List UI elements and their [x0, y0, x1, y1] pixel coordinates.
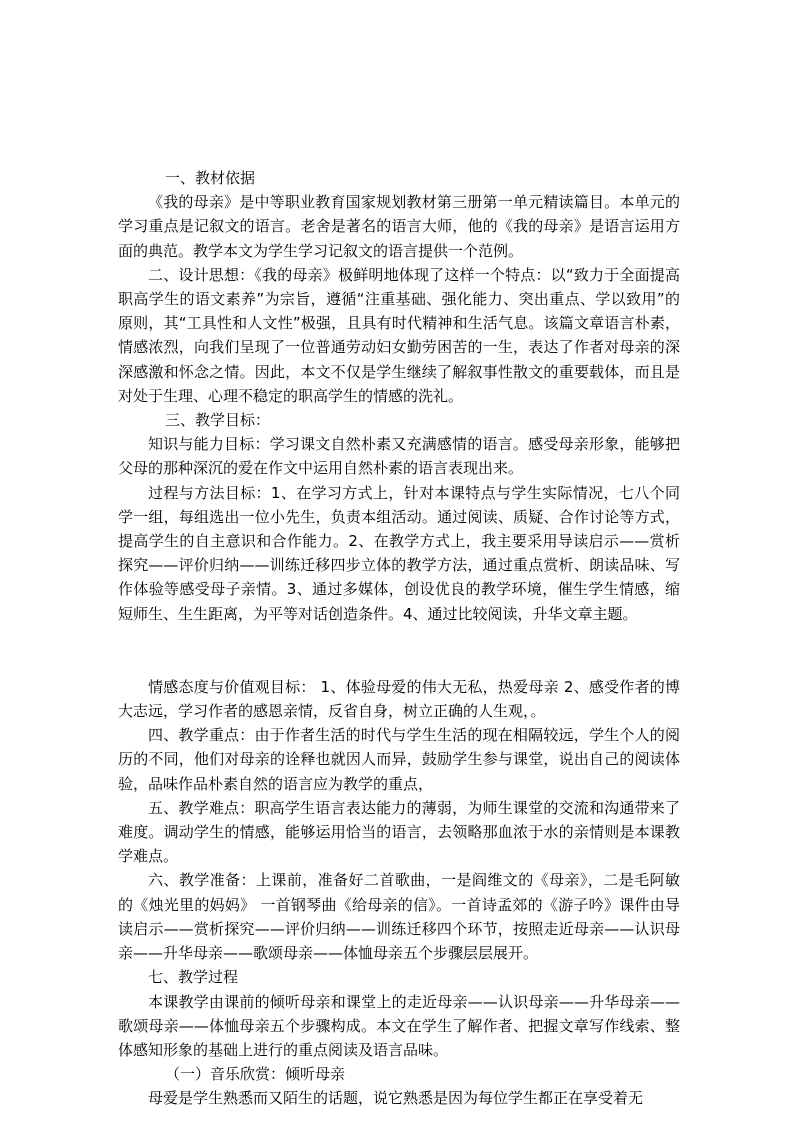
paragraph-goal-emotion: 情感态度与价值观目标： 1、体验母爱的伟大无私，热爱母亲 2、感受作者的博大志远，学习作者的感恩亲情，反省自身，树立正确的人生观，。	[118, 677, 680, 721]
document-page	[118, 166, 680, 1111]
paragraph-teaching-preparation: 六、教学准备：上课前，准备好二首歌曲，一是阎维文的《母亲》，二是毛阿敏的《烛光里的妈妈》 一首钢琴曲《给母亲的信》。一首诗孟郊的《游子吟》课件由导读启示——赏析探究——评价归纳——训练迁移四个环节，按照走近母亲——认识母亲——升华母亲——歌颂母亲——体恤母亲五个步骤层层展开。	[118, 871, 680, 963]
paragraph-teaching-key: 四、教学重点：由于作者生活的时代与学生生活的现在相隔较远，学生个人的阅历的不同，他们对母亲的诠释也就因人而异，鼓励学生参与课堂，说出自己的阅读体验，品味作品朴素自然的语言应为教学的重点，	[118, 726, 680, 793]
paragraph-goal-knowledge: 知识与能力目标：学习课文自然朴素又充满感情的语言。感受母亲形象，能够把父母的那种深沉的爱在作文中运用自然朴素的语言表现出来。	[118, 435, 680, 478]
paragraph-mother-love: 母爱是学生熟悉而又陌生的话题，说它熟悉是因为每位学生都正在享受着无	[148, 1089, 644, 1108]
subheading-music: （一）音乐欣赏：倾听母亲	[165, 1065, 346, 1084]
blank-gap	[118, 626, 680, 675]
paragraph-teaching-process: 本课教学由课前的倾听母亲和课堂上的走近母亲——认识母亲——升华母亲——歌颂母亲——体恤母亲五个步骤构成。本文在学生了解作者、把握文章写作线索、整体感知形象的基础上进行的重点阅读及语言品味。	[118, 992, 680, 1059]
section-heading-process: 七、教学过程	[148, 968, 239, 987]
paragraph-design-idea: 二、设计思想：《我的母亲》极鲜明地体现了这样一个特点：以“致力于全面提高职高学生的语文素养”为宗旨，遵循“注重基础、强化能力、突出重点、学以致用”的原则，其“工具性和人文性”极强，且具有时代精神和生活气息。该篇文章语言朴素，情感浓烈，向我们呈现了一位普通劳动妇女勤劳困苦的一生，表达了作者对母亲的深深感激和怀念之情。因此，本文不仅是学生继续了解叙事性散文的重要载体，而且是对处于生理、心理不稳定的职高学生的情感的洗礼。	[118, 265, 680, 405]
section-heading-goals: 三、教学目标：	[165, 411, 271, 430]
section-heading-basis: 一、教材依据	[165, 169, 256, 187]
paragraph-textbook-basis: 《我的母亲》是中等职业教育国家规划教材第三册第一单元精读篇目。本单元的学习重点是记叙文的语言。老舍是著名的语言大师，他的《我的母亲》是语言运用方面的典范。教学本文为学生学习记叙文的语言提供一个范例。	[118, 193, 680, 260]
paragraph-teaching-difficulty: 五、教学难点：职高学生语言表达能力的薄弱，为师生课堂的交流和沟通带来了难度。调动学生的情感，能够运用恰当的语言，去领略那血浓于水的亲情则是本课教学难点。	[118, 798, 680, 866]
paragraph-goal-process: 过程与方法目标：1、在学习方式上，针对本课特点与学生实际情况，七八个同学一组，每组选出一位小先生，负责本组活动。通过阅读、质疑、合作讨论等方式，提高学生的自主意识和合作能力。2、在教学方式上，我主要采用导读启示——赏析探究——评价归纳——训练迁移四步立体的教学方法，通过重点赏析、朗读品味、写作体验等感受母子亲情。3、通过多媒体，创设优良的教学环境，催生学生情感，缩短师生、生生距离，为平等对话创造条件。4、通过比较阅读，升华文章主题。	[118, 483, 680, 623]
